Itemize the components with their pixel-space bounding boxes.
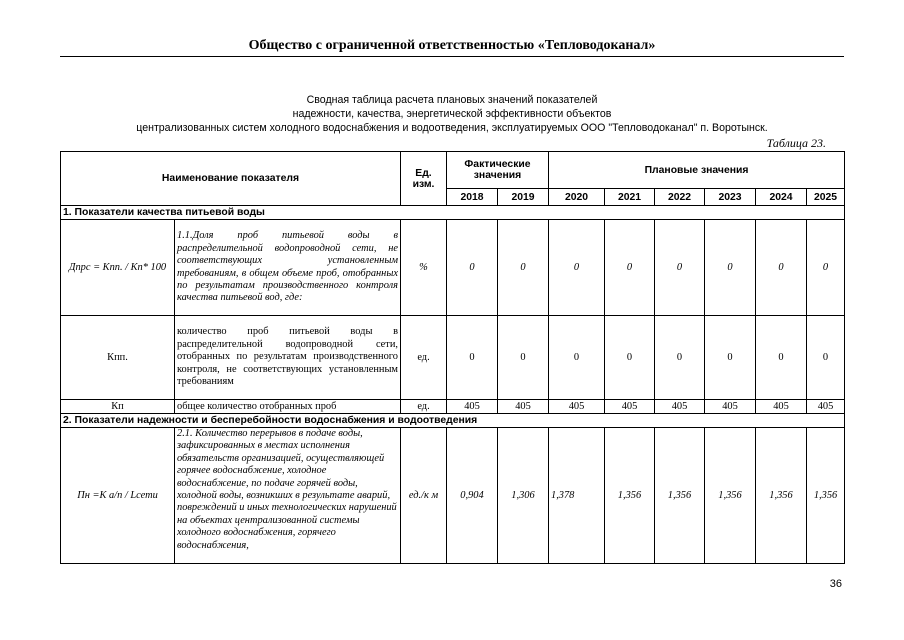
value-cell: 0 <box>756 220 807 316</box>
page-number: 36 <box>829 578 842 590</box>
value-cell: 0 <box>655 220 705 316</box>
value-cell: 1,356 <box>705 428 756 564</box>
value-cell: 405 <box>498 400 549 414</box>
value-cell: 0 <box>655 316 705 400</box>
value-cell: 0 <box>447 220 498 316</box>
value-cell: 0 <box>605 316 655 400</box>
year-header: 2022 <box>655 189 705 206</box>
unit-cell: % <box>401 220 447 316</box>
indicator-description: количество проб питьевой воды в распределительной водопроводной сети, отобранных по результатам производственного контроля, не соответствующих установленным требованиям <box>175 316 401 400</box>
value-cell: 405 <box>756 400 807 414</box>
indicator-description: 1.1.Доля проб питьевой воды в распределительной водопроводной сети, не соответствующих установленным требованиям, в общем объеме проб, отобранных по результатам производственного контроля качества питьевой вод, где: <box>175 220 401 316</box>
value-cell: 1,356 <box>655 428 705 564</box>
header-plan-values: Плановые значения <box>549 152 845 189</box>
value-cell: 0 <box>447 316 498 400</box>
section-heading: 1. Показатели качества питьевой воды <box>61 206 845 220</box>
value-cell: 1,356 <box>605 428 655 564</box>
value-cell: 0 <box>605 220 655 316</box>
indicators-table <box>60 151 845 564</box>
value-cell: 1,306 <box>498 428 549 564</box>
year-header: 2018 <box>447 189 498 206</box>
value-cell: 405 <box>447 400 498 414</box>
header-divider <box>60 56 844 57</box>
value-cell: 1,378 <box>549 428 605 564</box>
value-cell: 0,904 <box>447 428 498 564</box>
value-cell: 0 <box>807 220 845 316</box>
section-heading: 2. Показатели надежности и бесперебойности водоснабжения и водоотведения <box>61 414 845 428</box>
header-indicator-name: Наименование показателя <box>61 152 401 206</box>
value-cell: 1,356 <box>807 428 845 564</box>
value-cell: 0 <box>705 316 756 400</box>
year-header: 2019 <box>498 189 549 206</box>
formula-cell: Пн =К а/п / Lсети <box>61 428 175 564</box>
value-cell: 405 <box>705 400 756 414</box>
value-cell: 405 <box>605 400 655 414</box>
caption-line-1: Сводная таблица расчета плановых значений показателей <box>306 94 598 106</box>
formula-cell: Кпп. <box>61 316 175 400</box>
table-caption <box>60 93 844 135</box>
value-cell: 0 <box>549 220 605 316</box>
caption-line-2: надежности, качества, энергетической эффективности объектов <box>292 108 612 120</box>
value-cell: 0 <box>807 316 845 400</box>
header-unit: Ед. изм. <box>401 152 447 206</box>
unit-cell: ед. <box>401 316 447 400</box>
value-cell: 0 <box>498 220 549 316</box>
value-cell: 0 <box>756 316 807 400</box>
value-cell: 405 <box>549 400 605 414</box>
indicator-description: общее количество отобранных проб <box>175 400 401 414</box>
year-header: 2020 <box>549 189 605 206</box>
year-header: 2021 <box>605 189 655 206</box>
table-number: Таблица 23. <box>766 136 826 150</box>
value-cell: 0 <box>705 220 756 316</box>
formula-cell: Дпрс = Кпп. / Кп* 100 <box>61 220 175 316</box>
indicator-description: 2.1. Количество перерывов в подаче воды, зафиксированных в местах исполнения обязательств организацией, осуществляющей горячее водоснабжение, холодное водоснабжение, по подаче горячей воды, холодной воды, возникших в результате аварий, повреждений и иных технологических нарушений на объектах централизованной системы холодного водоснабжения, горячего водоснабжения, <box>175 428 401 564</box>
year-header: 2025 <box>807 189 845 206</box>
unit-cell: ед. <box>401 400 447 414</box>
unit-cell: ед./к м <box>401 428 447 564</box>
header-fact-values: Фактические значения <box>447 152 549 189</box>
value-cell: 0 <box>549 316 605 400</box>
value-cell: 405 <box>807 400 845 414</box>
year-header: 2023 <box>705 189 756 206</box>
organization-header: Общество с ограниченной ответственностью «Тепловодоканал» <box>248 38 656 53</box>
year-header: 2024 <box>756 189 807 206</box>
value-cell: 0 <box>498 316 549 400</box>
formula-cell: Кп <box>61 400 175 414</box>
caption-line-3: централизованных систем холодного водоснабжения и водоотведения, эксплуатируемых ООО "Тепловодоканал" п. Воротынск. <box>136 122 768 134</box>
value-cell: 405 <box>655 400 705 414</box>
value-cell: 1,356 <box>756 428 807 564</box>
